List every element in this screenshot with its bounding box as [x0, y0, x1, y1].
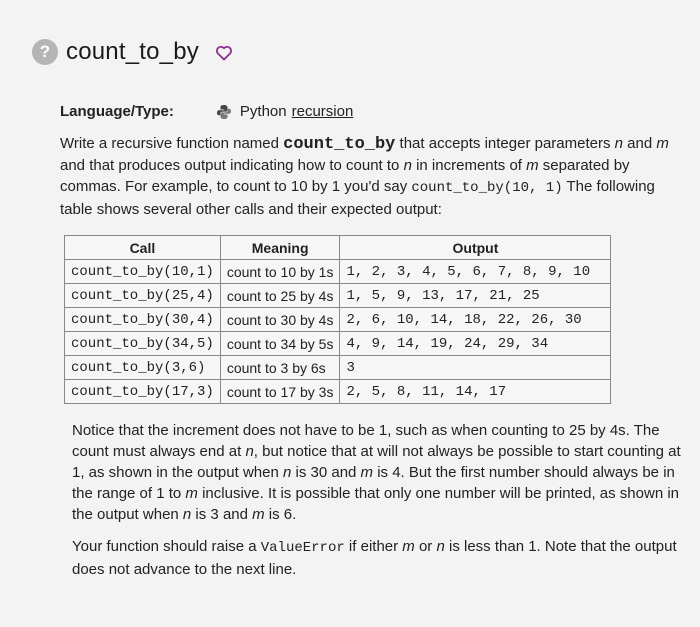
function-name: count_to_by: [283, 135, 396, 154]
header-output: Output: [340, 236, 611, 260]
header-call: Call: [65, 236, 221, 260]
language-label: Language/Type:: [60, 103, 174, 120]
output-cell: 1, 5, 9, 13, 17, 21, 25: [340, 284, 611, 308]
table-row: [65, 380, 611, 404]
example-call: count_to_by(10, 1): [411, 180, 563, 196]
meaning-cell: count to 17 by 3s: [220, 380, 340, 404]
recursion-link[interactable]: recursion: [291, 103, 354, 120]
python-icon: [216, 104, 232, 120]
value-error-code: ValueError: [260, 540, 345, 556]
call-cell: count_to_by(10,1): [65, 260, 221, 284]
output-cell: 2, 5, 8, 11, 14, 17: [340, 380, 611, 404]
table-row: [65, 356, 611, 380]
meaning-cell: count to 34 by 5s: [220, 332, 340, 356]
table-row: [65, 308, 611, 332]
output-cell: 3: [340, 356, 611, 380]
meaning-cell: count to 3 by 6s: [220, 356, 340, 380]
error-note-paragraph: Your function should raise a ValueError if either m or n is less than 1. Note that the output does not advance to the next line.: [72, 538, 677, 578]
help-icon[interactable]: ?: [32, 39, 58, 65]
call-cell: count_to_by(3,6): [65, 356, 221, 380]
output-cell: 1, 2, 3, 4, 5, 6, 7, 8, 9, 10: [340, 260, 611, 284]
language-row: [60, 103, 353, 120]
call-cell: count_to_by(25,4): [65, 284, 221, 308]
heart-icon[interactable]: [215, 45, 233, 61]
notice-paragraph: Notice that the increment does not have to be 1, such as when counting to 25 by 4s. The count must always end at n, but notice that at will not always be possible to start counting at 1, as shown in the output when n is 30 and m is 4. But the first number should always be in the range of 1 to m inclusive. It is possible that only one number will be printed, as shown in the output when n is 3 and m is 6.: [72, 422, 681, 523]
call-cell: count_to_by(30,4): [65, 308, 221, 332]
header-meaning: Meaning: [220, 236, 340, 260]
call-cell: count_to_by(17,3): [65, 380, 221, 404]
call-cell: count_to_by(34,5): [65, 332, 221, 356]
meaning-cell: count to 25 by 4s: [220, 284, 340, 308]
problem-title: count_to_by: [66, 38, 199, 65]
table-row: [65, 260, 611, 284]
meaning-cell: count to 30 by 4s: [220, 308, 340, 332]
problem-description: Write a recursive function named count_to_by that accepts integer parameters n and m and that produces output indicating how to count to n in increments of m separated by commas. For example, to count to 10 by 1 you'd say count_to_by(10, 1) The following table shows several other calls and their expected output:: [60, 135, 669, 218]
language-name: Python: [239, 103, 287, 120]
meaning-cell: count to 10 by 1s: [220, 260, 340, 284]
table-row: [65, 332, 611, 356]
output-cell: 4, 9, 14, 19, 24, 29, 34: [340, 332, 611, 356]
table-row: [65, 284, 611, 308]
output-cell: 2, 6, 10, 14, 18, 22, 26, 30: [340, 308, 611, 332]
examples-table: [64, 235, 611, 404]
problem-header: [32, 38, 233, 66]
table-header-row: [65, 236, 611, 260]
